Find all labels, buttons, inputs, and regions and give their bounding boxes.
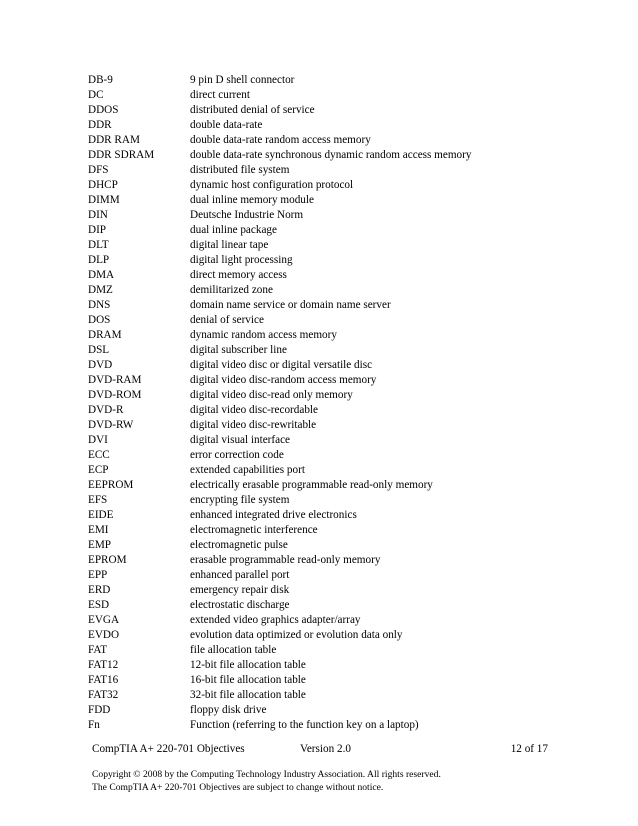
glossary-term: DFS <box>88 164 109 176</box>
footer-document-title: CompTIA A+ 220-701 Objectives <box>92 743 245 755</box>
footer-page-number: 12 of 17 <box>510 743 548 755</box>
glossary-term: ECP <box>88 464 109 476</box>
glossary-term: DB-9 <box>88 74 113 86</box>
glossary-row <box>88 508 608 523</box>
glossary-term: EIDE <box>88 509 114 521</box>
glossary-definition: extended video graphics adapter/array <box>190 614 361 626</box>
glossary-term: DIN <box>88 209 108 221</box>
glossary-definition: digital visual interface <box>190 434 291 446</box>
glossary-definition: direct current <box>190 89 250 101</box>
glossary-term: DVD <box>88 359 113 371</box>
glossary-term: DDR RAM <box>88 134 140 146</box>
glossary-row <box>88 688 608 703</box>
glossary-row <box>88 538 608 553</box>
glossary-row <box>88 613 608 628</box>
glossary-definition: digital video disc or digital versatile disc <box>190 359 373 371</box>
glossary-term: EFS <box>88 494 108 506</box>
glossary-term: DSL <box>88 344 110 356</box>
glossary-term: EEPROM <box>88 479 134 491</box>
glossary-row <box>88 223 608 238</box>
glossary-definition: floppy disk drive <box>190 704 267 716</box>
glossary-row <box>88 88 608 103</box>
glossary-row <box>88 178 608 193</box>
glossary-row <box>88 103 608 118</box>
glossary-definition: dynamic random access memory <box>190 329 337 341</box>
glossary-definition: distributed file system <box>190 164 290 176</box>
glossary-term: EMP <box>88 539 112 551</box>
glossary-term: DHCP <box>88 179 118 191</box>
glossary-definition: enhanced integrated drive electronics <box>190 509 357 521</box>
glossary-row <box>88 148 608 163</box>
glossary-definition: encrypting file system <box>190 494 290 506</box>
footer-version: Version 2.0 <box>300 743 351 755</box>
glossary-term: DRAM <box>88 329 122 341</box>
glossary-row <box>88 193 608 208</box>
glossary-definition: double data-rate synchronous dynamic random access memory <box>190 149 472 161</box>
glossary-definition: digital light processing <box>190 254 293 266</box>
glossary-row <box>88 313 608 328</box>
glossary-term: FAT <box>88 644 108 656</box>
glossary-term: DIMM <box>88 194 120 206</box>
glossary-term: DC <box>88 89 104 101</box>
glossary-term: Fn <box>88 719 100 731</box>
glossary-term: DLP <box>88 254 110 266</box>
glossary-row <box>88 583 608 598</box>
glossary-term: DDR <box>88 119 112 131</box>
copyright-line: Copyright © 2008 by the Computing Technology Industry Association. All rights reserved. <box>92 769 441 780</box>
page-footer <box>92 742 548 757</box>
glossary-term: DLT <box>88 239 109 251</box>
glossary-definition: dynamic host configuration protocol <box>190 179 354 191</box>
glossary-row <box>88 643 608 658</box>
glossary-definition: distributed denial of service <box>190 104 315 116</box>
glossary-definition: domain name service or domain name server <box>190 299 391 311</box>
glossary-definition: 9 pin D shell connector <box>190 74 295 86</box>
glossary-definition: dual inline package <box>190 224 277 236</box>
glossary-term: DVD-RW <box>88 419 134 431</box>
glossary-row <box>88 388 608 403</box>
glossary-term: DVI <box>88 434 108 446</box>
glossary-definition: error correction code <box>190 449 284 461</box>
glossary-definition: enhanced parallel port <box>190 569 290 581</box>
glossary-row <box>88 628 608 643</box>
glossary-row <box>88 568 608 583</box>
glossary-definition: digital subscriber line <box>190 344 287 356</box>
glossary-term: EPP <box>88 569 108 581</box>
glossary-row <box>88 523 608 538</box>
glossary-definition: double data-rate random access memory <box>190 134 371 146</box>
glossary-row <box>88 238 608 253</box>
glossary-row <box>88 718 608 733</box>
glossary-definition: denial of service <box>190 314 264 326</box>
glossary-term: ECC <box>88 449 110 461</box>
glossary-row <box>88 553 608 568</box>
glossary-definition: dual inline memory module <box>190 194 314 206</box>
disclaimer-line: The CompTIA A+ 220-701 Objectives are subject to change without notice. <box>92 782 384 793</box>
glossary-definition: electromagnetic interference <box>190 524 318 536</box>
glossary-definition: electrostatic discharge <box>190 599 290 611</box>
glossary-row <box>88 118 608 133</box>
glossary-term: DVD-ROM <box>88 389 142 401</box>
glossary-row <box>88 373 608 388</box>
glossary-term: EVDO <box>88 629 120 641</box>
glossary-definition: double data-rate <box>190 119 263 131</box>
glossary-table <box>88 73 608 733</box>
glossary-term: DDOS <box>88 104 119 116</box>
glossary-definition: electromagnetic pulse <box>190 539 288 551</box>
glossary-term: DNS <box>88 299 111 311</box>
glossary-row <box>88 493 608 508</box>
glossary-definition: Function (referring to the function key on a laptop) <box>190 719 419 731</box>
glossary-row <box>88 658 608 673</box>
glossary-term: FDD <box>88 704 111 716</box>
glossary-row <box>88 208 608 223</box>
glossary-definition: emergency repair disk <box>190 584 290 596</box>
glossary-definition: 32-bit file allocation table <box>190 689 306 701</box>
glossary-definition: electrically erasable programmable read-only memory <box>190 479 433 491</box>
glossary-definition: digital video disc-recordable <box>190 404 318 416</box>
glossary-row <box>88 448 608 463</box>
glossary-definition: evolution data optimized or evolution data only <box>190 629 403 641</box>
glossary-row <box>88 328 608 343</box>
glossary-definition: extended capabilities port <box>190 464 305 476</box>
glossary-row <box>88 133 608 148</box>
glossary-row <box>88 478 608 493</box>
glossary-definition: direct memory access <box>190 269 287 281</box>
glossary-row <box>88 163 608 178</box>
glossary-term: ERD <box>88 584 111 596</box>
glossary-row <box>88 673 608 688</box>
glossary-row <box>88 268 608 283</box>
glossary-row <box>88 703 608 718</box>
glossary-term: FAT32 <box>88 689 119 701</box>
glossary-row <box>88 343 608 358</box>
glossary-definition: 12-bit file allocation table <box>190 659 306 671</box>
glossary-term: DMZ <box>88 284 113 296</box>
glossary-row <box>88 433 608 448</box>
glossary-term: EVGA <box>88 614 120 626</box>
glossary-row <box>88 253 608 268</box>
glossary-row <box>88 283 608 298</box>
glossary-term: DDR SDRAM <box>88 149 155 161</box>
glossary-definition: demilitarized zone <box>190 284 273 296</box>
glossary-definition: Deutsche Industrie Norm <box>190 209 304 221</box>
glossary-term: DVD-RAM <box>88 374 142 386</box>
glossary-definition: erasable programmable read-only memory <box>190 554 381 566</box>
glossary-term: ESD <box>88 599 110 611</box>
glossary-term: FAT16 <box>88 674 119 686</box>
glossary-definition: digital video disc-rewritable <box>190 419 317 431</box>
glossary-row <box>88 598 608 613</box>
glossary-term: DMA <box>88 269 115 281</box>
glossary-term: DVD-R <box>88 404 124 416</box>
glossary-definition: digital linear tape <box>190 239 269 251</box>
glossary-definition: digital video disc-random access memory <box>190 374 377 386</box>
glossary-row <box>88 298 608 313</box>
glossary-row <box>88 358 608 373</box>
glossary-term: EPROM <box>88 554 127 566</box>
copyright-notice <box>92 768 441 794</box>
glossary-definition: digital video disc-read only memory <box>190 389 353 401</box>
glossary-row <box>88 463 608 478</box>
glossary-row <box>88 418 608 433</box>
glossary-row <box>88 73 608 88</box>
glossary-row <box>88 403 608 418</box>
glossary-term: DIP <box>88 224 107 236</box>
glossary-term: EMI <box>88 524 109 536</box>
glossary-definition: 16-bit file allocation table <box>190 674 306 686</box>
glossary-term: DOS <box>88 314 111 326</box>
glossary-term: FAT12 <box>88 659 119 671</box>
glossary-definition: file allocation table <box>190 644 277 656</box>
